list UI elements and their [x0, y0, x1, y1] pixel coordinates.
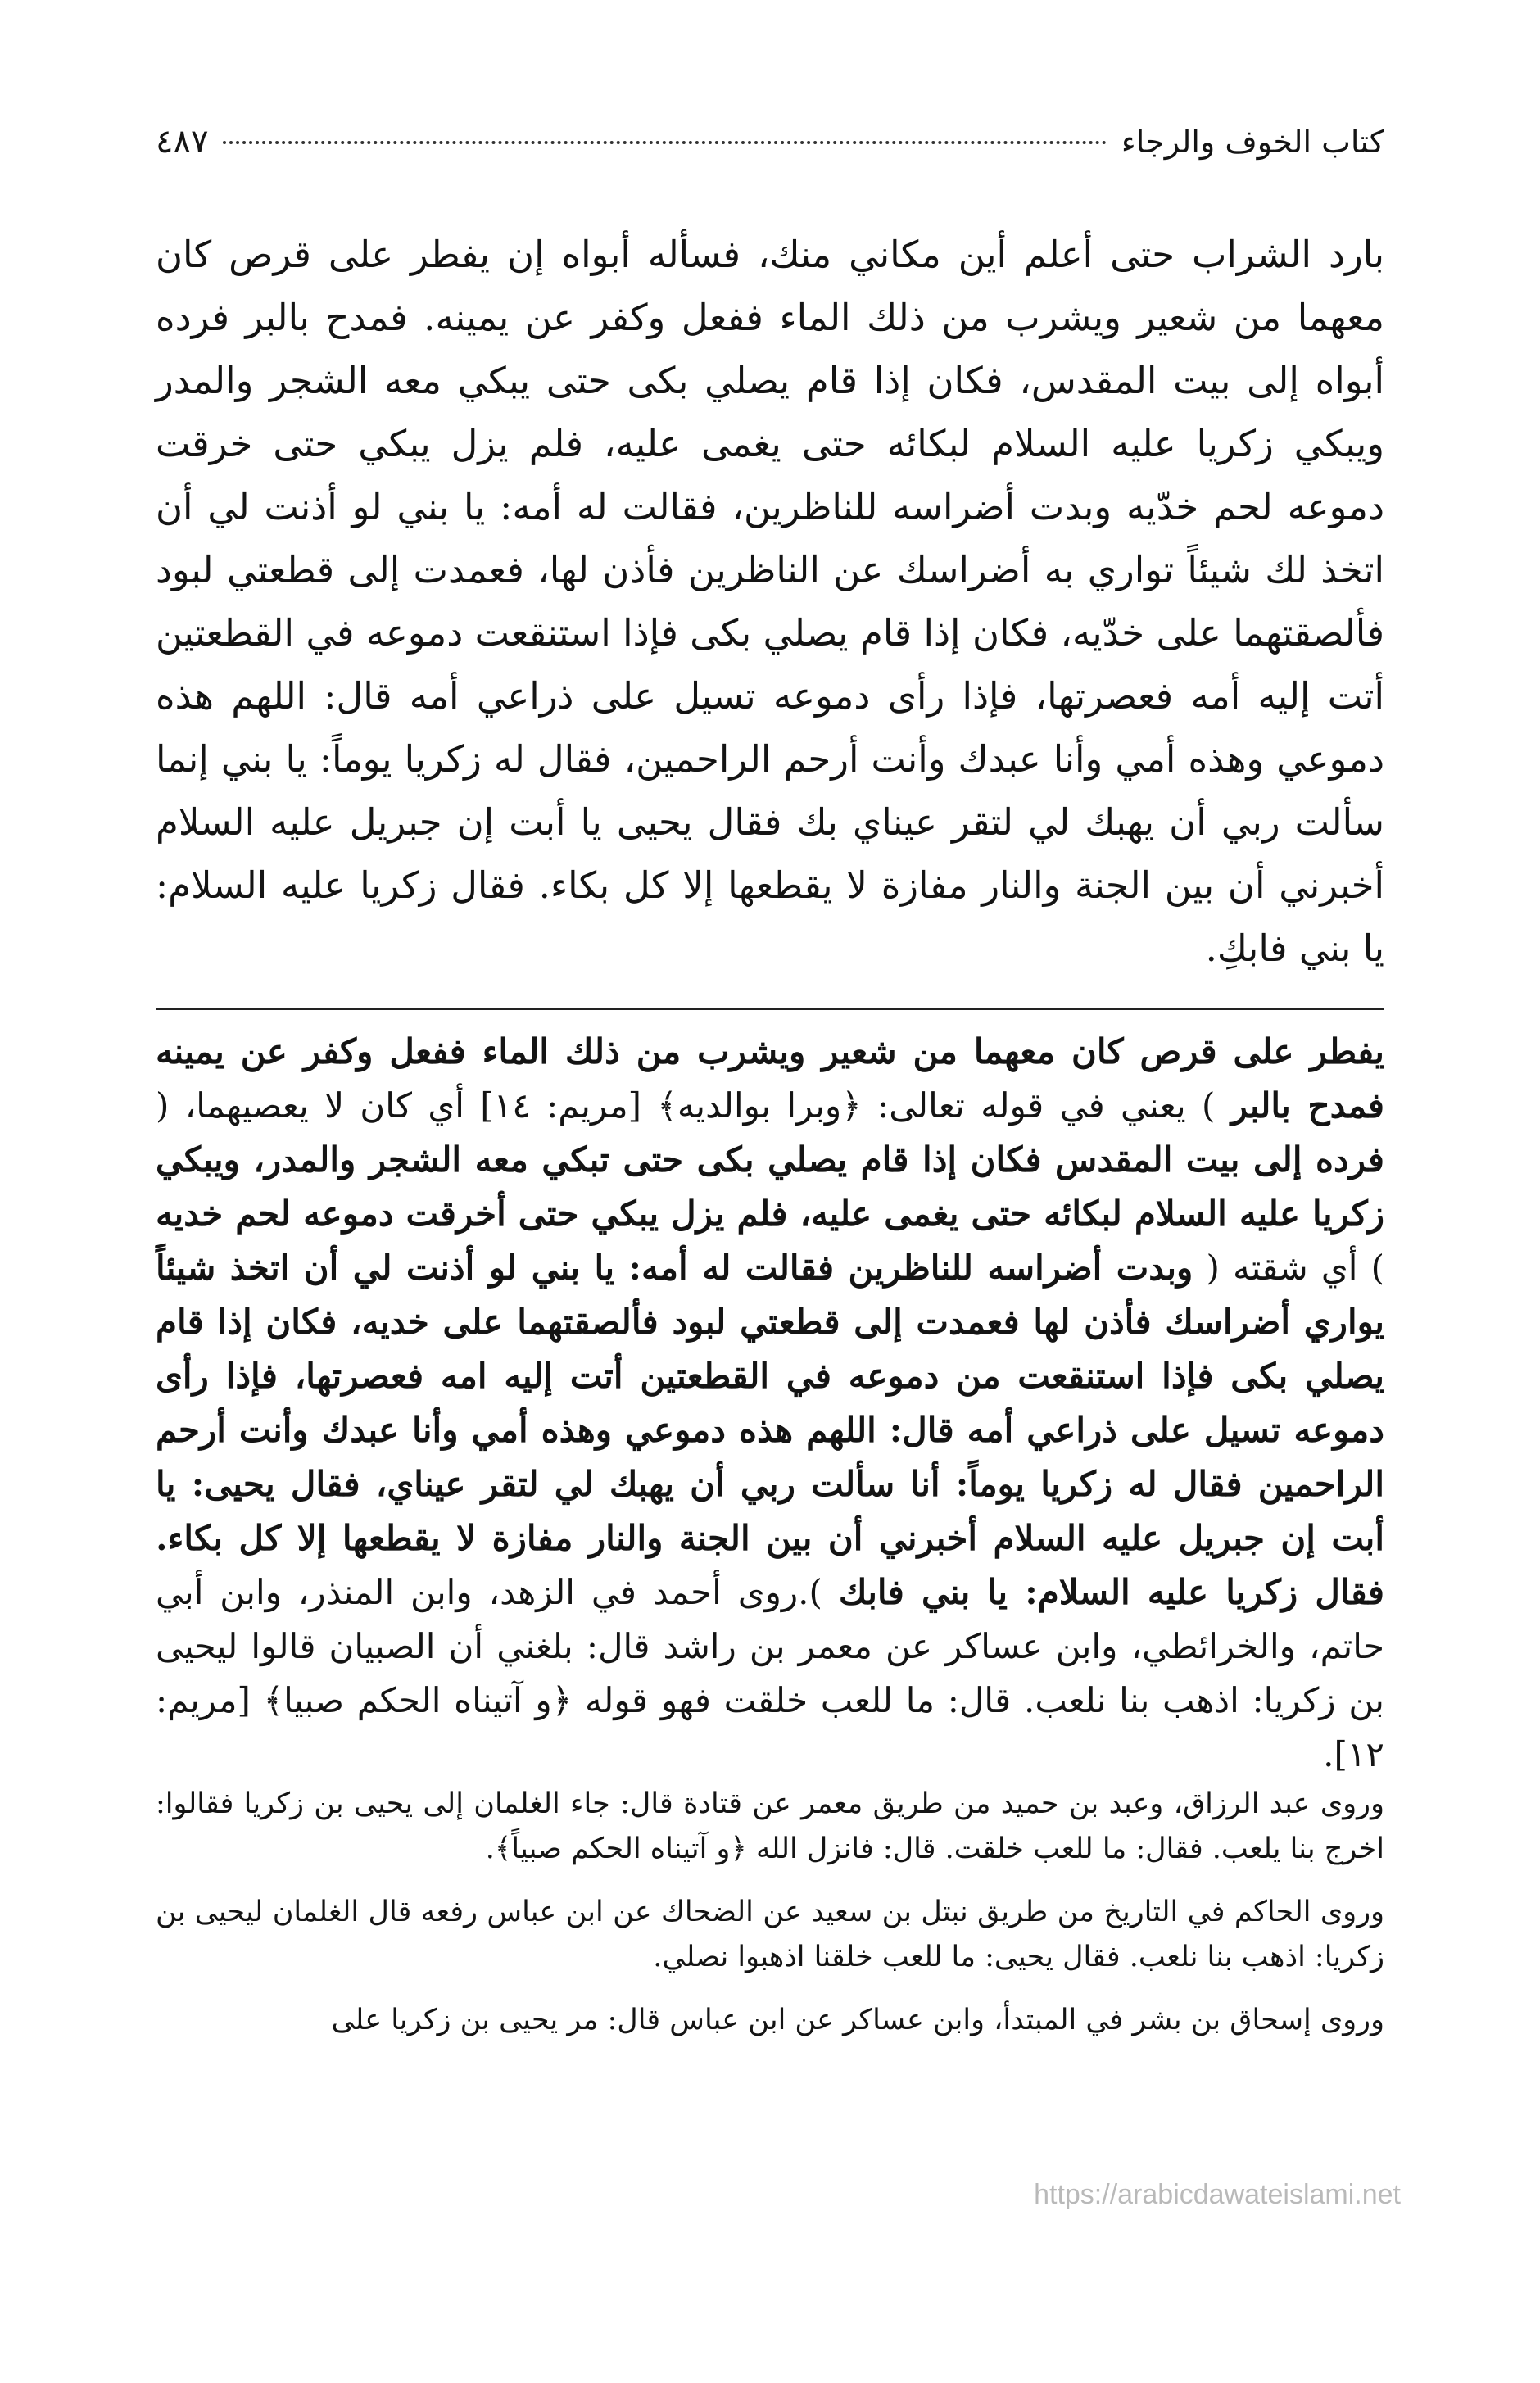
note-paragraph: وروى إسحاق بن بشر في المبتدأ، وابن عساكر عن ابن عباس قال: مر يحيى بن زكريا على: [331, 2004, 1384, 2036]
commentary-text: ).روى أحمد في الزهد، وابن المنذر، وابن أبي حاتم، والخرائطي، وابن عساكر عن معمر بن راشد قال: بلغني أن الصبيان قالوا ليحيى بن زكريا: اذهب بنا نلعب. قال: ما للعب خلقت فهو قوله ﴿و آتيناه الحكم صبيا﴾ [مريم: ١٢].: [156, 1572, 1384, 1774]
commentary-paragraph: [156, 1025, 1384, 1782]
note-paragraph: وروى عبد الرزاق، وعبد بن حميد من طريق معمر عن قتادة قال: جاء الغلمان إلى يحيى بن زكريا فقالوا: اخرج بنا يلعب. فقال: ما للعب خلقت. قال: فانزل الله ﴿و آتيناه الحكم صبياً﴾.: [156, 1787, 1384, 1865]
footnotes-section: [156, 1025, 1384, 2043]
quoted-text: وبدت أضراسه للناظرين فقالت له أمه: يا بني لو أذنت لي أن اتخذ شيئاً يواري أضراسك فأذن لها فعمدت إلى قطعتي لبود فألصقتهما على خديه، فكان إذا قام يصلي بكى فإذا استنقعت من دموعه في القطعتين أتت إليه امه فعصرتها، فإذا رأى دموعه تسيل على ذراعي أمه قال: اللهم هذه دموعي وهذه أمي وأنا عبدك وأنت أرحم الراحمين فقال له زكريا يوماً: أنا سألت ربي أن يهبك لي لتقر عيناي، فقال يحيى: يا أبت إن جبريل عليه السلام أخبرني أن بين الجنة والنار مفازة لا يقطعها إلا كل بكاء. فقال زكريا عليه السلام: يا بني فابك: [156, 1248, 1384, 1612]
chapter-title: كتاب الخوف والرجاء: [1121, 124, 1384, 160]
body-paragraph: بارد الشراب حتى أعلم أين مكاني منك، فسأله أبواه إن يفطر على قرص كان معهما من شعير ويشرب من ذلك الماء ففعل وكفر عن يمينه. فمدح بالبر فرده أبواه إلى بيت المقدس، فكان إذا قام يصلي بكى حتى يبكي معه الشجر والمدر ويبكي زكريا عليه السلام لبكائه حتى يغمى عليه، فلم يزل يبكي حتى خرقت دموعه لحم خدّيه وبدت أضراسه للناظرين، فقالت له أمه: يا بني لو أذنت لي أن اتخذ لك شيئاً تواري به أضراسك عن الناظرين فأذن لها، فعمدت إلى قطعتي لبود فألصقتهما على خدّيه، فكان إذا قام يصلي بكى فإذا استنقعت دموعه في القطعتين أتت إليه أمه فعصرتها، فإذا رأى دموعه تسيل على ذراعي أمه قال: اللهم هذه دموعي وهذه أمي وأنا عبدك وأنت أرحم الراحمين، فقال له زكريا يوماً: يا بني إنما سألت ربي أن يهبك لي لتقر عيناي بك فقال يحيى يا أبت إن جبريل عليه السلام أخبرني أن بين الجنة والنار مفازة لا يقطعها إلا كل بكاء. فقال زكريا عليه السلام: يا بني فابكِ.: [156, 233, 1384, 970]
book-page: [156, 123, 1384, 2043]
commentary-text: ) أي شقته (: [1206, 1248, 1384, 1288]
footnote-divider: [156, 1008, 1384, 1010]
running-header: [156, 123, 1384, 197]
quoted-text: يفطر على قرص كان معهما من شعير ويشرب من ذلك الماء ففعل وكفر عن يمينه فمدح بالبر: [156, 1031, 1384, 1126]
source-watermark: https://arabicdawateislami.net: [1034, 2179, 1401, 2210]
note-paragraph: وروى الحاكم في التاريخ من طريق نبتل بن سعيد عن الضحاك عن ابن عباس رفعه قال الغلمان ليحيى بن زكريا: اذهب بنا نلعب. فقال يحيى: ما للعب خلقنا اذهبوا نصلي.: [156, 1896, 1384, 1973]
page-number: ٤٨٧: [156, 123, 209, 161]
commentary-text: ) يعني في قوله تعالى: ﴿وبرا بوالديه﴾ [مريم: ١٤] أي كان لا يعصيهما، (: [156, 1085, 1216, 1126]
dotted-leader: [223, 141, 1106, 144]
additional-notes: [156, 1782, 1384, 2043]
main-text-block: [156, 223, 1384, 980]
quoted-text: فرده إلى بيت المقدس فكان إذا قام يصلي بكى حتى تبكي معه الشجر والمدر، ويبكي زكريا عليه السلام لبكائه حتى يغمى عليه، فلم يزل يبكي حتى أخرقت دموعه لحم خديه: [156, 1139, 1384, 1234]
